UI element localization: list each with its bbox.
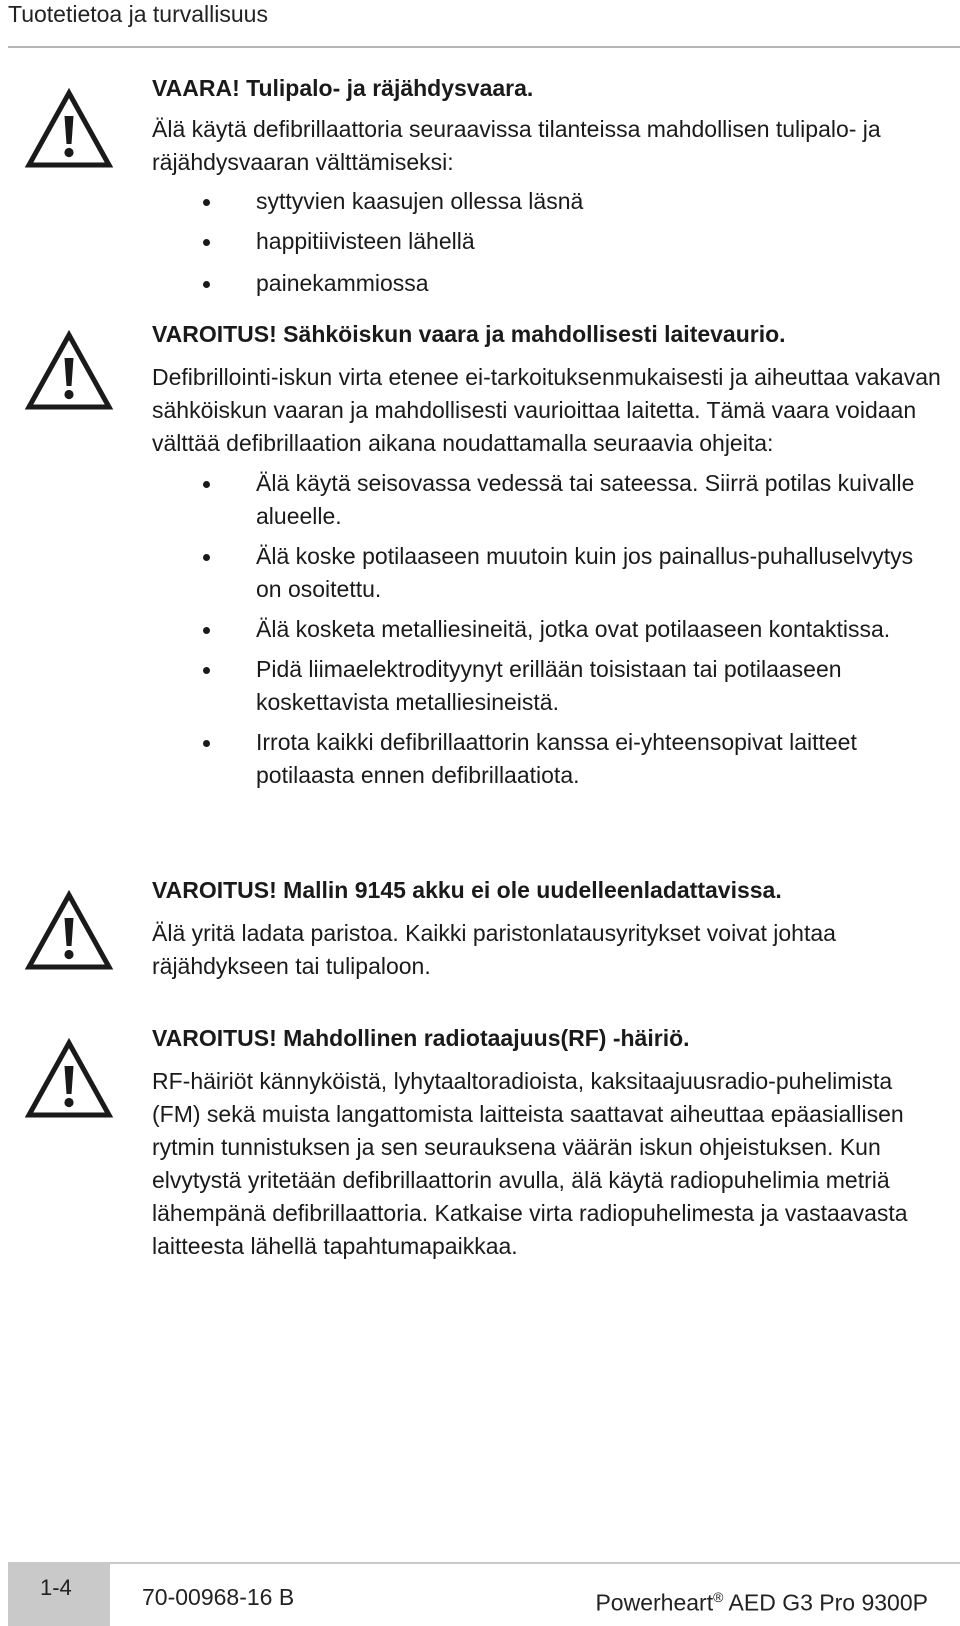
page-number: 1-4 — [40, 1575, 72, 1600]
product-name — [595, 1582, 928, 1618]
warning-heading: VAROITUS! Mahdollinen radiotaajuus(RF) -häiriö. — [152, 1025, 690, 1051]
warning-bullet-list — [152, 185, 942, 300]
product-model: AED G3 Pro 9300P — [723, 1589, 928, 1616]
product-brand: Powerheart — [595, 1589, 714, 1616]
warning-body: Älä käytä defibrillaattoria seuraavissa tilanteissa mahdollisen tulipalo- ja räjähdysvaaran välttämiseksi: — [152, 116, 881, 175]
warning-bullet-list — [152, 467, 942, 792]
list-item: syttyvien kaasujen ollessa läsnä — [152, 185, 942, 218]
list-item: painekammiossa — [152, 267, 942, 300]
warning-fire-explosion — [152, 72, 942, 300]
warning-triangle-icon — [24, 890, 114, 972]
list-item: Älä käytä seisovassa vedessä tai sateessa. Siirrä potilas kuivalle alueelle. — [152, 467, 942, 533]
warning-body: Älä yritä ladata paristoa. Kaikki paristonlatausyritykset voivat johtaa räjähdykseen tai tulipaloon. — [152, 920, 836, 979]
running-header: Tuotetietoa ja turvallisuus — [8, 1, 268, 27]
document-number: 70-00968-16 B — [142, 1584, 295, 1610]
footer-divider — [110, 1562, 960, 1564]
warning-heading: VAARA! Tulipalo- ja räjähdysvaara. — [152, 75, 534, 101]
list-item: Pidä liimaelektrodityynyt erillään toisistaan tai potilaaseen koskettavista metalliesineistä. — [152, 653, 942, 719]
warning-triangle-icon — [24, 1038, 114, 1120]
list-item: happitiivisteen lähellä — [152, 225, 942, 258]
list-item: Älä koske potilaaseen muutoin kuin jos painallus-puhalluselvytys on osoitettu. — [152, 540, 942, 606]
list-item: Älä kosketa metalliesineitä, jotka ovat potilaaseen kontaktissa. — [152, 613, 942, 646]
warning-battery — [152, 874, 942, 983]
registered-mark: ® — [713, 1589, 724, 1605]
list-item: Irrota kaikki defibrillaattorin kanssa ei-yhteensopivat laitteet potilaasta ennen defibrillaatiota. — [152, 726, 942, 792]
warning-body: RF-häiriöt kännyköistä, lyhytaaltoradioista, kaksitaajuusradio-puhelimista (FM) sekä muista langattomista laitteista saattavat aiheuttaa epäasiallisen rytmin tunnistuksen ja sen seurauksena väärän iskun ohjeistuksen. Kun elvytystä yritetään defibrillaattorin avulla, älä käytä radiopuhelimia metriä lähempänä defibrillaattoria. Katkaise virta radiopuhelimesta ja vastaavasta laitteesta lähellä tapahtumapaikkaa. — [152, 1068, 908, 1259]
warning-triangle-icon — [24, 88, 114, 170]
warning-body: Defibrillointi-iskun virta etenee ei-tarkoituksenmukaisesti ja aiheuttaa vakavan sähköiskun vaaran ja mahdollisesti vaurioittaa laitetta. Tämä vaara voidaan välttää defibrillaation aikana noudattamalla seuraavia ohjeita: — [152, 364, 941, 456]
header-divider — [8, 46, 960, 48]
warning-triangle-icon — [24, 330, 114, 412]
warning-heading: VAROITUS! Sähköiskun vaara ja mahdollisesti laitevaurio. — [152, 321, 786, 347]
warning-rf-interference — [152, 1022, 942, 1263]
warning-electric-shock — [152, 318, 942, 792]
warning-heading: VAROITUS! Mallin 9145 akku ei ole uudelleenladattavissa. — [152, 877, 782, 903]
